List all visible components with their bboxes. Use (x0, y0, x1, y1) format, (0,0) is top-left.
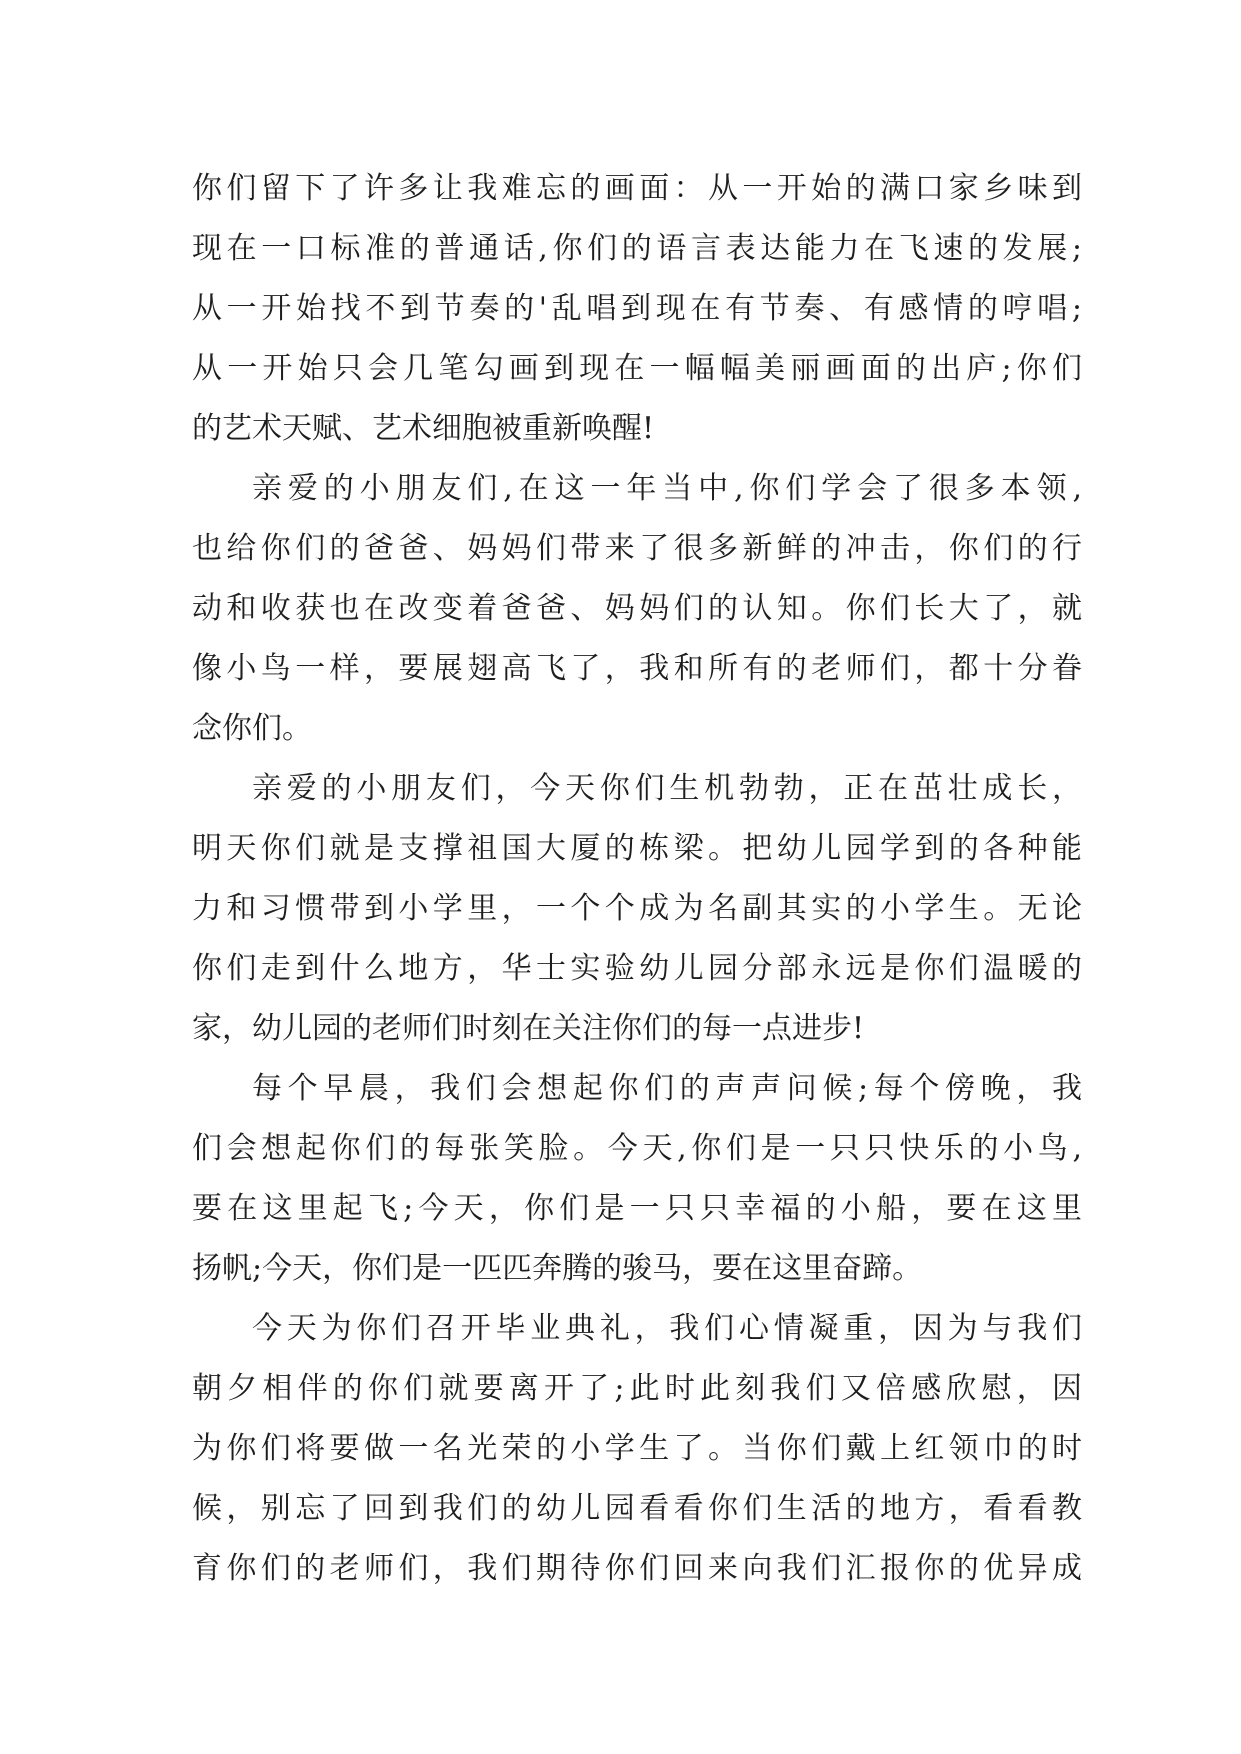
text-line: 你们留下了许多让我难忘的画面：从一开始的满口家乡味到 (192, 171, 1082, 206)
text-line: 扬帆;今天，你们是一匹匹奔腾的骏马，要在这里奋蹄。 (192, 1251, 923, 1286)
text-line: 朝夕相伴的你们就要离开了;此时此刻我们又倍感欣慰，因 (192, 1371, 1082, 1406)
text-line: 动和收获也在改变着爸爸、妈妈们的认知。你们长大了，就 (192, 591, 1082, 626)
text-line: 要在这里起飞;今天，你们是一只只幸福的小船，要在这里 (192, 1191, 1082, 1226)
text-line: 每个早晨，我们会想起你们的声声问候;每个傍晚，我 (252, 1071, 1082, 1106)
text-line: 候，别忘了回到我们的幼儿园看看你们生活的地方，看看教 (192, 1491, 1082, 1526)
text-line: 今天为你们召开毕业典礼，我们心情凝重，因为与我们 (252, 1311, 1082, 1346)
text-line: 现在一口标准的普通话,你们的语言表达能力在飞速的发展; (192, 231, 1082, 266)
text-line: 亲爱的小朋友们,在这一年当中,你们学会了很多本领, (252, 471, 1082, 506)
text-line: 的艺术天赋、艺术细胞被重新唤醒! (192, 411, 655, 446)
text-line: 你们走到什么地方，华士实验幼儿园分部永远是你们温暖的 (192, 951, 1082, 986)
text-line: 从一开始只会几笔勾画到现在一幅幅美丽画面的出庐;你们 (192, 351, 1082, 386)
text-line: 从一开始找不到节奏的'乱唱到现在有节奏、有感情的哼唱; (192, 291, 1082, 326)
text-line: 为你们将要做一名光荣的小学生了。当你们戴上红领巾的时 (192, 1431, 1082, 1466)
text-line: 也给你们的爸爸、妈妈们带来了很多新鲜的冲击，你们的行 (192, 531, 1082, 566)
document-body (192, 159, 1082, 1599)
text-line: 力和习惯带到小学里，一个个成为名副其实的小学生。无论 (192, 891, 1082, 926)
text-line: 念你们。 (192, 711, 312, 746)
text-line: 明天你们就是支撑祖国大厦的栋梁。把幼儿园学到的各种能 (192, 831, 1082, 866)
text-line: 亲爱的小朋友们，今天你们生机勃勃，正在茁壮成长， (252, 771, 1082, 806)
text-line: 家，幼儿园的老师们时刻在关注你们的每一点进步! (192, 1011, 865, 1046)
text-line: 像小鸟一样，要展翅高飞了，我和所有的老师们，都十分眷 (192, 651, 1082, 686)
text-line: 育你们的老师们，我们期待你们回来向我们汇报你的优异成 (192, 1551, 1082, 1586)
text-line: 们会想起你们的每张笑脸。今天,你们是一只只快乐的小鸟, (192, 1131, 1082, 1166)
